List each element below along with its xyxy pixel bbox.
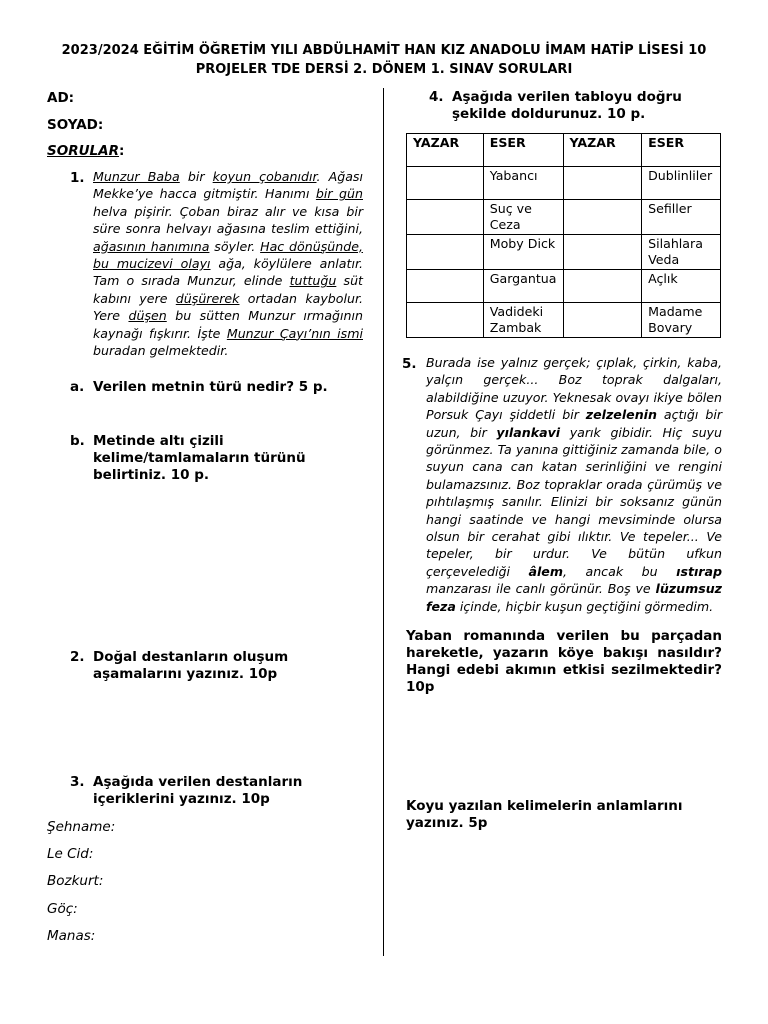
author-blank-cell[interactable] xyxy=(563,303,642,338)
q2-number: 2. xyxy=(70,649,85,665)
table-row xyxy=(407,270,721,303)
author-blank-cell[interactable] xyxy=(407,235,484,270)
work-cell: Moby Dick xyxy=(483,235,563,270)
work-cell: Silahlara Veda xyxy=(642,235,721,270)
sorular-colon: : xyxy=(119,143,125,159)
q1-number: 1. xyxy=(70,170,85,186)
work-cell: Dublinliler xyxy=(642,167,721,200)
header-yazar-2: YAZAR xyxy=(563,134,642,167)
table-row xyxy=(407,303,721,338)
text-segment: . Ağası Mekke’ye hacca gitmiştir. Hanımı xyxy=(93,169,363,202)
text-segment: söyler. xyxy=(209,238,261,254)
soyad-label: SOYAD: xyxy=(47,117,104,133)
text-segment: Burada ise yalnız gerçek; çıplak, çirkin, kaba, yalçın gerçek... Boz toprak dalgaları, alabildiğine uzuyor. Yeknesak ovayı ikiye bölen Porsuk Çayı şiddetli bir xyxy=(426,355,722,423)
underlined-phrase: Munzur Çayı’nın ismi xyxy=(226,325,363,341)
text-segment: buradan gelmektedir. xyxy=(93,343,229,359)
table-row xyxy=(407,167,721,200)
author-work-table xyxy=(406,133,721,338)
q3-item-bozkurt: Bozkurt: xyxy=(47,873,104,889)
q1a-text: Verilen metnin türü nedir? 5 p. xyxy=(93,379,328,395)
q5-number: 5. xyxy=(402,356,417,372)
text-segment: , ancak bu xyxy=(562,563,677,579)
table-row xyxy=(407,200,721,235)
q1-paragraph xyxy=(93,168,363,359)
text-segment: ortadan kaybolur. Yere xyxy=(93,290,364,324)
text-segment: açtığı bir uzun, bir xyxy=(426,407,722,440)
text-segment: ağa, köylülere anlatır. Tam o sırada Munzur, elinde xyxy=(93,256,363,289)
header-eser-2: ESER xyxy=(642,134,721,167)
q4-number: 4. xyxy=(429,89,444,105)
q5-question-2: Koyu yazılan kelimelerin anlamlarını yazınız. 5p xyxy=(406,798,683,831)
bold-word: yılankavi xyxy=(496,424,561,440)
q3-number: 3. xyxy=(70,774,85,790)
author-blank-cell[interactable] xyxy=(407,303,484,338)
work-cell: Suç ve Ceza xyxy=(483,200,563,235)
underlined-phrase: Munzur Baba xyxy=(93,169,180,184)
bold-word: âlem xyxy=(528,563,563,579)
column-divider xyxy=(383,88,384,956)
q3-item-manas: Manas: xyxy=(47,928,96,944)
author-blank-cell[interactable] xyxy=(563,235,642,270)
underlined-phrase: bu mucizevi olayı xyxy=(93,256,211,272)
table-header-row xyxy=(407,134,721,167)
exam-title-line2: PROJELER TDE DERSİ 2. DÖNEM 1. SINAV SORULARI xyxy=(195,62,573,77)
q4-text: Aşağıda verilen tabloyu doğru şekilde doldurunuz. 10 p. xyxy=(452,89,682,122)
text-segment: bir xyxy=(179,169,213,184)
author-blank-cell[interactable] xyxy=(407,200,484,235)
underlined-phrase: düşen xyxy=(128,308,167,324)
work-cell: Açlık xyxy=(642,270,721,303)
text-segment: içinde, hiçbir kuşun geçtiğini görmedim. xyxy=(455,598,714,614)
work-cell: Madame Bovary xyxy=(642,303,721,338)
text-segment: helva pişirir. Çoban biraz alır ve kısa bir süre sonra helvayı ağasına teslim ettiğini, xyxy=(93,203,363,237)
q1b-label: b. xyxy=(70,433,85,449)
q3-item-sehname: Şehname: xyxy=(47,819,116,835)
work-cell: Vadideki Zambak xyxy=(483,303,563,338)
q1b-text: Metinde altı çizili kelime/tamlamaların türünü belirtiniz. 10 p. xyxy=(93,433,306,483)
text-segment: manzarası ile canlı görünür. Boş ve xyxy=(426,581,656,597)
ad-label: AD: xyxy=(47,90,75,106)
underlined-phrase: tuttuğu xyxy=(289,273,337,289)
underlined-phrase: düşürerek xyxy=(175,290,240,306)
work-cell: Sefiller xyxy=(642,200,721,235)
author-blank-cell[interactable] xyxy=(563,200,642,235)
author-blank-cell[interactable] xyxy=(563,167,642,200)
table-row xyxy=(407,235,721,270)
work-cell: Yabancı xyxy=(483,167,563,200)
q1a-label: a. xyxy=(70,379,85,395)
q3-item-lecid: Le Cid: xyxy=(47,846,94,862)
text-segment: bu sütten Munzur ırmağının kaynağı fışkırır. İşte xyxy=(93,308,363,341)
text-segment: süt kabını yere xyxy=(93,273,363,306)
header-eser-1: ESER xyxy=(483,134,563,167)
underlined-phrase: bir gün xyxy=(315,186,363,202)
sorular-label: SORULAR xyxy=(47,143,120,159)
bold-word: ıstırap xyxy=(676,563,723,579)
work-cell: Gargantua xyxy=(483,270,563,303)
header-yazar-1: YAZAR xyxy=(407,134,484,167)
q3-item-goc: Göç: xyxy=(47,901,78,917)
bold-word: zelzelenin xyxy=(585,407,657,423)
author-blank-cell[interactable] xyxy=(407,270,484,303)
underlined-phrase: ağasının hanımına xyxy=(93,238,210,254)
q5-paragraph xyxy=(426,354,722,615)
sorular-heading xyxy=(47,143,124,159)
q3-text: Aşağıda verilen destanların içeriklerini yazınız. 10p xyxy=(93,774,303,807)
author-blank-cell[interactable] xyxy=(407,167,484,200)
q5-question-1: Yaban romanında verilen bu parçadan hareketle, yazarın köye bakışı nasıldır? Hangi edebi akımın etkisi sezilmektedir? 10p xyxy=(406,628,722,695)
q2-text: Doğal destanların oluşum aşamalarını yazınız. 10p xyxy=(93,649,289,682)
underlined-phrase: koyun çobanıdır xyxy=(212,169,317,184)
underlined-phrase: Hac dönüşünde, xyxy=(260,238,363,254)
bold-word: lüzumsuz feza xyxy=(426,581,722,614)
author-blank-cell[interactable] xyxy=(563,270,642,303)
text-segment: yarık gibidir. Hiç suyu görünmez. Ta yanına gittiğiniz zamanda bile, o suyun cana can katan serinliğini ve rengini bulamazsınız. Boz topraklar orada çürümüş ve pıhtılaşmış sanılır. Elinizi bir soksanız günün hangi saatinde ve hangi mevsiminde olursa olsun bir cerahat gibi ılıktır. Ve tepeler... Ve tepeler, bir urdur. Ve bütün ufkun çerçevelediği xyxy=(426,424,722,579)
exam-title-line1: 2023/2024 EĞİTİM ÖĞRETİM YILI ABDÜLHAMİT HAN KIZ ANADOLU İMAM HATİP LİSESİ 10 xyxy=(61,43,707,58)
